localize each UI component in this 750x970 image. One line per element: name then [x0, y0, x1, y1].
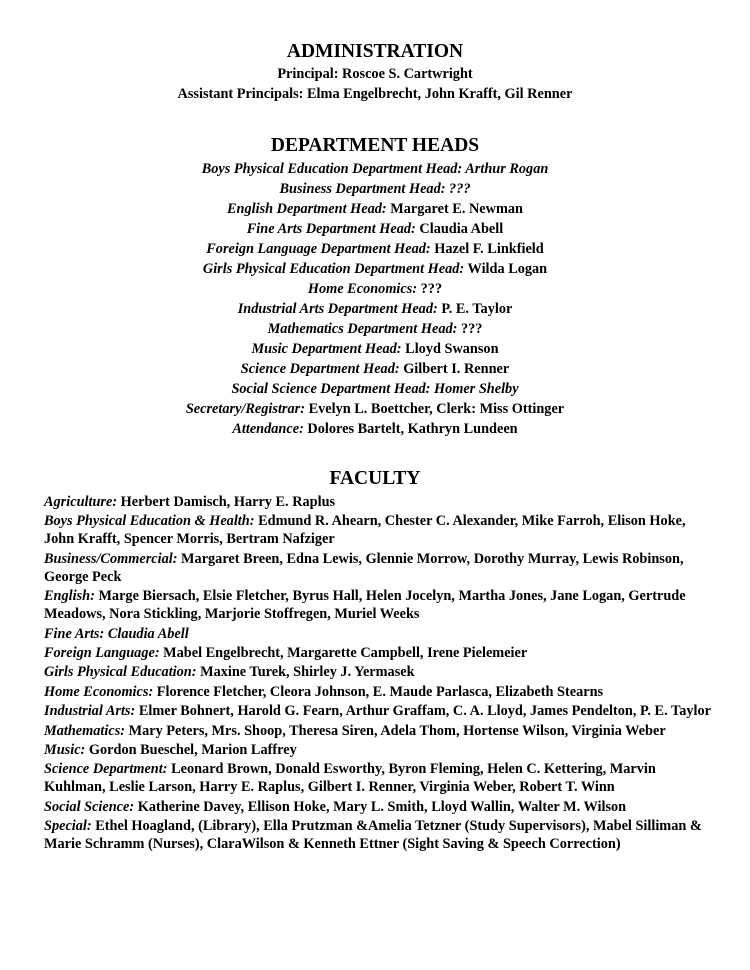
faculty-entry — [44, 644, 714, 662]
faculty-dept-label: Fine Arts: Claudia Abell — [44, 625, 189, 642]
dept-head-name: ??? — [420, 281, 443, 297]
principal-line: Principal: Roscoe S. Cartwright — [277, 66, 473, 82]
dept-head-label: Industrial Arts Department Head: — [237, 301, 438, 317]
faculty-names: Katherine Davey, Ellison Hoke, Mary L. Smith, Lloyd Wallin, Walter M. Wilson — [137, 798, 627, 815]
department-heads-list — [0, 159, 750, 439]
faculty-dept-label: Girls Physical Education: — [44, 664, 197, 681]
dept-head-entry — [0, 399, 750, 419]
dept-head-name: Hazel F. Linkfield — [434, 241, 544, 257]
dept-head-name: Margaret E. Newman — [390, 201, 523, 217]
administration-title: ADMINISTRATION — [286, 41, 464, 62]
faculty-names: Ethel Hoagland, (Library), Ella Prutzman &Amelia Tetzner (Study Supervisors), Mabel Silliman & Marie Schramm (Nurses), ClaraWilson & Kenneth Ettner (Sight Saving & Speech Correction) — [44, 818, 702, 853]
faculty-names: Gordon Bueschel, Marion Laffrey — [88, 741, 297, 758]
dept-head-label: Business Department Head: ??? — [279, 181, 471, 197]
faculty-title: FACULTY — [329, 468, 421, 489]
faculty-names: Florence Fletcher, Cleora Johnson, E. Maude Parlasca, Elizabeth Stearns — [156, 683, 604, 700]
faculty-entry — [44, 702, 714, 720]
dept-head-entry — [0, 239, 750, 259]
faculty-entry — [44, 625, 714, 643]
dept-head-entry — [0, 199, 750, 219]
faculty-entry — [44, 587, 714, 623]
dept-head-entry — [0, 319, 750, 339]
faculty-names: Leonard Brown, Donald Esworthy, Byron Fleming, Helen C. Kettering, Marvin Kuhlman, Leslie Larson, Harry E. Raplus, Gilbert I. Renner, Virginia Weber, Robert T. Winn — [44, 761, 656, 796]
faculty-names: Margaret Breen, Edna Lewis, Glennie Morrow, Dorothy Murray, Lewis Robinson, George Peck — [44, 550, 684, 585]
dept-head-entry — [0, 339, 750, 359]
faculty-entry — [44, 512, 714, 548]
faculty-names: Marge Biersach, Elsie Fletcher, Byrus Hall, Helen Jocelyn, Martha Jones, Jane Logan, Gertrude Meadows, Nora Stickling, Marjorie Stoffregen, Muriel Weeks — [44, 588, 686, 623]
dept-head-label: Secretary/Registrar: — [185, 401, 305, 417]
dept-head-entry — [0, 219, 750, 239]
faculty-names: Edmund R. Ahearn, Chester C. Alexander, Mike Farroh, Elison Hoke, John Krafft, Spencer Morris, Bertram Nafziger — [44, 513, 686, 548]
dept-head-label: Fine Arts Department Head: — [246, 221, 416, 237]
faculty-dept-label: Science Department: — [44, 761, 168, 778]
faculty-names: Elmer Bohnert, Harold G. Fearn, Arthur Graffam, C. A. Lloyd, James Pendelton, P. E. Taylor — [138, 703, 711, 720]
dept-head-label: Music Department Head: — [251, 341, 402, 357]
dept-head-label: Mathematics Department Head: — [267, 321, 458, 337]
faculty-names: Mabel Engelbrecht, Margarette Campbell, Irene Pielemeier — [163, 644, 528, 661]
faculty-names: Herbert Damisch, Harry E. Raplus — [120, 494, 336, 510]
dept-head-label: Science Department Head: — [240, 361, 400, 377]
dept-head-name: Lloyd Swanson — [405, 341, 499, 357]
dept-head-entry — [0, 419, 750, 439]
faculty-entry — [44, 722, 714, 740]
faculty-dept-label: Music: — [44, 741, 86, 758]
faculty-dept-label: Agriculture: — [44, 494, 118, 510]
dept-head-label: Girls Physical Education Department Head: — [202, 261, 465, 277]
faculty-entry — [44, 817, 714, 853]
dept-head-entry — [0, 179, 750, 199]
faculty-entry — [44, 683, 714, 701]
assistant-principals-line: Assistant Principals: Elma Engelbrecht, John Krafft, Gil Renner — [177, 86, 573, 102]
faculty-dept-label: Boys Physical Education & Health: — [44, 513, 255, 530]
faculty-dept-label: English: — [44, 588, 95, 605]
dept-head-entry — [0, 159, 750, 179]
dept-head-label: English Department Head: — [227, 201, 387, 217]
dept-head-entry — [0, 259, 750, 279]
department-heads-section — [0, 134, 750, 439]
dept-head-name: Evelyn L. Boettcher, Clerk: Miss Ottinger — [308, 401, 565, 417]
dept-head-label: Home Economics: — [307, 281, 418, 297]
faculty-entry — [44, 741, 714, 759]
dept-head-label: Social Science Department Head: Homer Shelby — [231, 381, 519, 397]
faculty-list — [44, 493, 714, 853]
dept-head-name: Claudia Abell — [419, 221, 504, 237]
dept-head-name: P. E. Taylor — [441, 301, 513, 317]
dept-head-entry — [0, 279, 750, 299]
faculty-entry — [44, 798, 714, 816]
dept-head-entry — [0, 299, 750, 319]
dept-head-label: Foreign Language Department Head: — [206, 241, 431, 257]
dept-head-entry — [0, 359, 750, 379]
administration-section — [0, 40, 750, 104]
faculty-entry — [44, 493, 714, 511]
faculty-dept-label: Foreign Language: — [44, 644, 160, 661]
dept-head-name: Wilda Logan — [467, 261, 548, 277]
faculty-names: Mary Peters, Mrs. Shoop, Theresa Siren, Adela Thom, Hortense Wilson, Virginia Weber — [128, 722, 666, 739]
faculty-dept-label: Social Science: — [44, 798, 135, 815]
dept-head-name: ??? — [460, 321, 483, 337]
faculty-section — [0, 467, 750, 854]
faculty-names: Maxine Turek, Shirley J. Yermasek — [200, 664, 415, 681]
faculty-entry — [44, 760, 714, 796]
dept-head-name: Dolores Bartelt, Kathryn Lundeen — [307, 421, 518, 437]
dept-head-label: Boys Physical Education Department Head: Arthur Rogan — [201, 161, 549, 177]
department-heads-title: DEPARTMENT HEADS — [270, 135, 480, 156]
faculty-dept-label: Business/Commercial: — [44, 550, 178, 567]
faculty-dept-label: Mathematics: — [44, 722, 126, 739]
faculty-dept-label: Home Economics: — [44, 683, 154, 700]
dept-head-entry — [0, 379, 750, 399]
faculty-dept-label: Industrial Arts: — [44, 703, 136, 720]
faculty-entry — [44, 550, 714, 586]
faculty-dept-label: Special: — [44, 818, 92, 835]
faculty-entry — [44, 663, 714, 681]
dept-head-name: Gilbert I. Renner — [403, 361, 510, 377]
dept-head-label: Attendance: — [232, 421, 304, 437]
